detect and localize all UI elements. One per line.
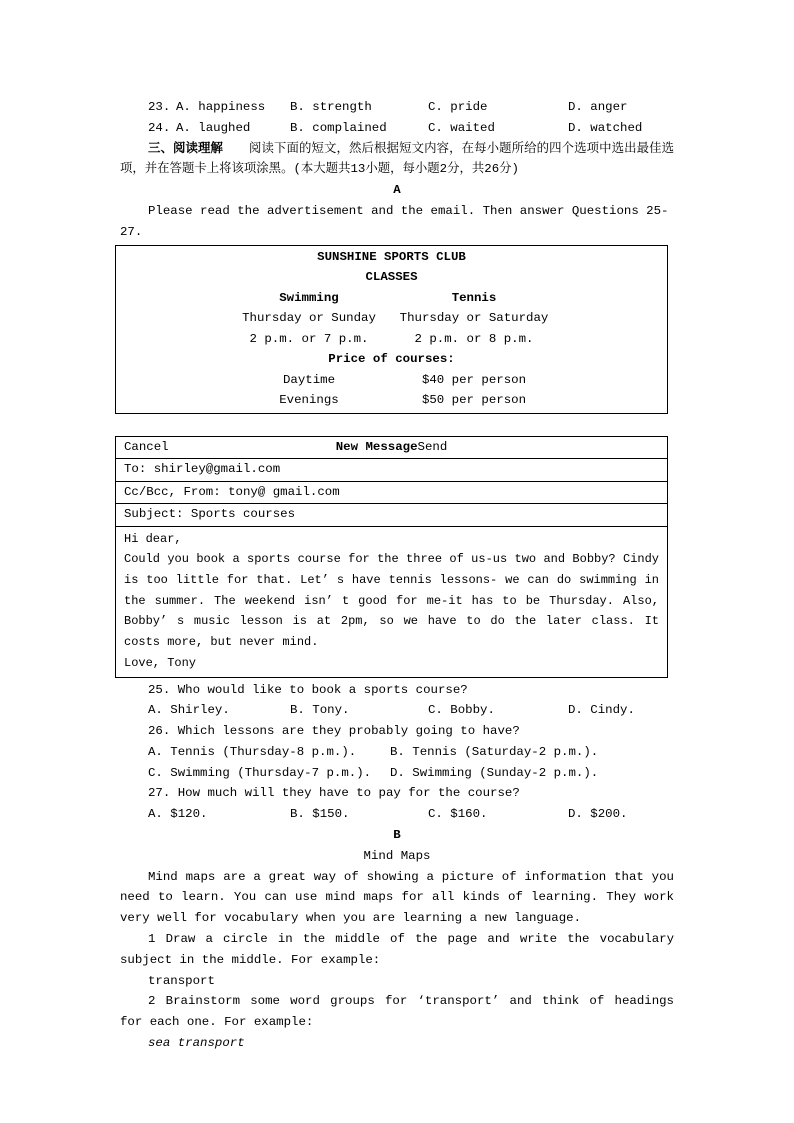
email-body [116,527,667,677]
ad-title: SUNSHINE SPORTS CLUB [317,249,466,264]
ad-swimming-days: Thursday or Sunday [242,311,376,326]
option-d: D. Cindy. [568,703,635,718]
option-b: B. complained [290,120,387,135]
section-b-step-2: 2 Brainstorm some word groups for ‘transport’ and think of headings for each one. For example: [120,994,674,1030]
option-b: B. Tennis (Saturday-2 p.m.). [390,744,599,759]
email-message-text: Could you book a sports course for the three of us-us two and Bobby? Cindy is too little for that. Let’ s have tennis lessons- we can do swimming in the summer. The weekend isn’ t good for me-it has to be Thursday. Also, Bobby’ s music lesson is at 2pm, so we have to do the later class. It costs more, but never mind. [124,552,659,650]
ad-tennis-times: 2 p.m. or 8 p.m. [414,331,534,346]
section-b-step-1: 1 Draw a circle in the middle of the page and write the vocabulary subject in the middle. For example: [120,932,674,967]
option-b: B. $150. [290,807,350,822]
email-box [115,436,668,678]
ad-swimming-times: 2 p.m. or 7 p.m. [249,331,369,346]
cancel-button: Cancel [124,439,169,454]
ad-tennis-header: Tennis [451,290,497,305]
ad-class-headers [227,288,557,309]
ad-tennis-days: Thursday or Saturday [399,311,549,326]
question-26-options [120,742,674,784]
question-number: 24. [148,120,171,135]
price-value: $50 per person [421,393,527,408]
section-3-instructions [120,139,674,181]
question-23-row [120,97,674,118]
option-c: C. waited [428,120,495,135]
email-title: New Message [335,439,418,454]
section-3-number: 三、 [148,141,174,156]
question-27-options [120,804,674,825]
option-d: D. Swimming (Sunday-2 p.m.). [390,765,599,780]
send-button: Send [417,439,448,454]
question-27-stem: 27. How much will they have to pay for the course? [148,786,520,801]
section-a-letter: A [393,183,401,198]
option-a: A. $120. [148,807,208,822]
email-greeting: Hi dear, [124,531,182,546]
email-signature: Love, Tony [124,655,197,670]
advertisement-box [115,245,668,414]
ad-price-row-daytime [227,370,557,391]
section-b-title: Mind Maps [363,848,431,863]
option-a: A. happiness [176,100,266,114]
price-value: $40 per person [421,372,527,387]
ad-subtitle: CLASSES [365,270,418,285]
option-c: C. $160. [428,807,488,822]
email-ccbcc-from-row: Cc/Bcc, From: tony@ gmail.com [116,482,667,505]
section-b-example-1: transport [148,973,215,988]
price-label: Daytime [282,372,336,387]
section-b-letter: B [393,828,401,843]
option-c: C. Bobby. [428,703,495,718]
ad-swimming-header: Swimming [279,290,339,305]
email-subject-row: Subject: Sports courses [116,504,667,527]
section-3-title: 阅读理解 [173,141,224,156]
option-d: D. anger [568,100,628,114]
option-a: A. Shirley. [148,703,230,718]
ad-price-heading: Price of courses: [328,352,455,367]
section-a-intro: Please read the advertisement and the email. Then answer Questions 25-27. [120,203,669,239]
question-26-stem: 26. Which lessons are they probably going to have? [148,724,520,739]
question-number: 23. [148,100,171,114]
price-label: Evenings [279,393,339,408]
question-25-stem: 25. Who would like to book a sports course? [148,682,468,697]
question-24-row [120,118,674,139]
option-a: A. laughed [176,120,251,135]
option-d: D. watched [568,120,643,135]
ad-class-times [227,329,557,350]
section-3-instruction-text: 阅读下面的短文，然后根据短文内容，在每小题所给的四个选项中选出最佳选项，并在答题卡上将该项涂黑。(本大题共13小题，每小题2分，共26分) [120,141,675,177]
section-b-example-2: sea transport [148,1036,245,1051]
ad-price-row-evenings [227,390,557,411]
section-b-paragraph-1: Mind maps are a great way of showing a picture of information that you need to learn. You can use mind maps for all kinds of learning. They work very well for vocabulary when you are learning a new language. [120,869,674,926]
option-c: C. Swimming (Thursday-7 p.m.). [148,765,372,780]
email-header-row [116,437,667,460]
option-c: C. pride [428,100,488,114]
email-title-group [336,440,448,454]
question-25-options [120,700,674,721]
page-content [120,97,674,1054]
option-b: B. strength [290,100,372,114]
option-a: A. Tennis (Thursday-8 p.m.). [148,744,357,759]
option-d: D. $200. [568,807,628,822]
ad-class-days [227,308,557,329]
option-b: B. Tony. [290,703,350,718]
email-to-row: To: shirley@gmail.com [116,459,667,482]
